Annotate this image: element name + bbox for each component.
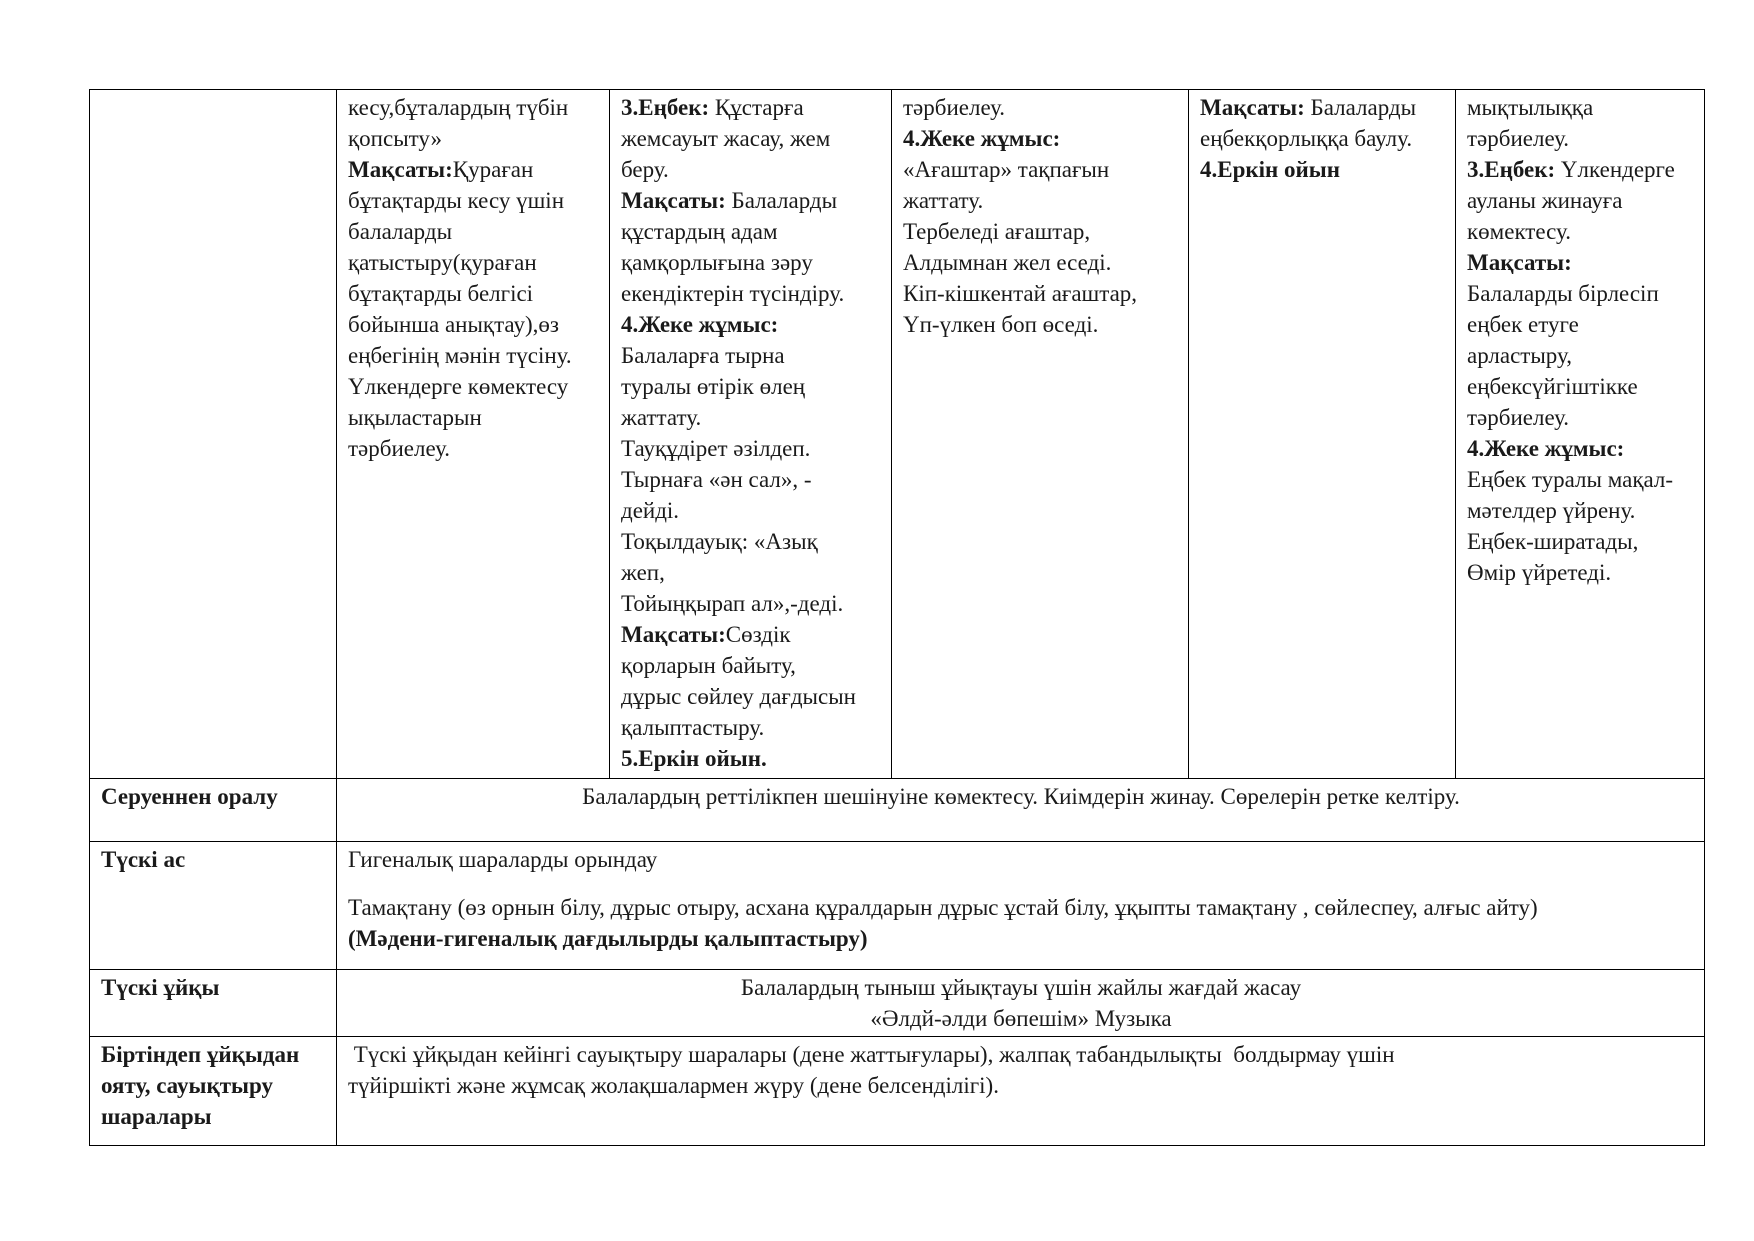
- line-text: көмектесу.: [1467, 219, 1571, 244]
- line-text: бұтақтарды кесу үшін: [348, 188, 565, 213]
- cell-line: [1467, 557, 1694, 588]
- line-text: Өмір үйретеді.: [1467, 560, 1612, 585]
- cell-line: [348, 371, 599, 402]
- line-text: ауланы жинауға: [1467, 188, 1623, 213]
- line-text: Сөздік: [725, 622, 791, 647]
- bold-heading: 4.Жеке жұмыс:: [621, 312, 779, 337]
- row-label: Түскі ұйқы: [90, 970, 337, 1037]
- bold-heading: 3.Еңбек:: [621, 95, 710, 120]
- line-text: Тырнаға «ән сал», -: [621, 467, 812, 492]
- line-text: Тоқылдауық: «Азық: [621, 529, 818, 554]
- cell-line: [348, 216, 599, 247]
- bold-heading: 4.Жеке жұмыс:: [903, 126, 1061, 151]
- activity-cell: [337, 90, 610, 779]
- row-label: Серуеннен оралу: [90, 779, 337, 842]
- cell-line: [1467, 402, 1694, 433]
- cell-line: [348, 92, 599, 123]
- cell-line: [621, 278, 881, 309]
- cell-line: [903, 247, 1178, 278]
- cell-line: [621, 495, 881, 526]
- cell-line: [621, 650, 881, 681]
- cell-line: [1467, 123, 1694, 154]
- line-text: жаттату.: [621, 405, 702, 430]
- cell-line: [621, 92, 881, 123]
- row-content: [337, 970, 1705, 1037]
- line-text: дейді.: [621, 498, 680, 523]
- cell-line: [621, 247, 881, 278]
- lunch-goal-text: (Мәдени-гигеналық дағдылырды қалыптастыру): [348, 926, 868, 951]
- line-text: қамқорлығына зәру: [621, 250, 813, 275]
- cell-line: [1467, 154, 1694, 185]
- line-text: қатыстыру(қураған: [348, 250, 537, 275]
- lunch-row: [90, 842, 1705, 970]
- row-content: [337, 842, 1705, 970]
- cell-line: [621, 309, 881, 340]
- line-text: ықыластарын: [348, 405, 482, 430]
- cell-line: [903, 92, 1178, 123]
- line-text: туралы өтірік өлең: [621, 374, 806, 399]
- line-text: тәрбиелеу.: [903, 95, 1006, 120]
- line-text: балаларды: [348, 219, 453, 244]
- row-label-line: шаралары: [101, 1104, 212, 1129]
- cell-line: [1467, 92, 1694, 123]
- line-text: Тербеледі ағаштар,: [903, 219, 1091, 244]
- line-text: Қураған: [452, 157, 534, 182]
- line-text: қалыптастыру.: [621, 715, 765, 740]
- cell-line: [1467, 433, 1694, 464]
- wake-up-text: Түскі ұйқыдан кейінгі сауықтыру шаралары (дене жаттығулары), жалпақ табандылықты болдырмау үшін: [348, 1042, 1395, 1067]
- cell-line: [1467, 464, 1694, 495]
- line-text: екендіктерін түсіндіру.: [621, 281, 845, 306]
- line-text: бұтақтарды белгісі: [348, 281, 534, 306]
- cell-line: [903, 154, 1178, 185]
- cell-line: [1467, 309, 1694, 340]
- activity-cell: [1456, 90, 1705, 779]
- activity-cell: [610, 90, 892, 779]
- line-text: қопсыту»: [348, 126, 442, 151]
- cell-line: [621, 185, 881, 216]
- cell-line: [1200, 154, 1445, 185]
- cell-line: [621, 588, 881, 619]
- cell-line: [348, 340, 599, 371]
- cell-line: [621, 464, 881, 495]
- cell-line: [621, 712, 881, 743]
- lunch-hygiene-text: Гигеналық шараларды орындау: [348, 847, 658, 872]
- wake-up-row: [90, 1037, 1705, 1146]
- line-text: тәрбиелеу.: [1467, 126, 1570, 151]
- bold-heading: Мақсаты:: [621, 622, 726, 647]
- line-text: Үп-үлкен боп өседі.: [903, 312, 1099, 337]
- cell-line: [1467, 340, 1694, 371]
- nap-music-text: «Әлдй-әлди бөпешім» Музыка: [870, 1006, 1172, 1031]
- line-text: «Ағаштар» тақпағын: [903, 157, 1110, 182]
- line-text: Алдымнан жел еседі.: [903, 250, 1112, 275]
- cell-line: [621, 619, 881, 650]
- cell-line: [621, 154, 881, 185]
- wake-up-text: түйіршікті және жұмсақ жолақшалармен жүру (дене белсенділігі).: [348, 1073, 999, 1098]
- line-text: Балаларды: [1304, 95, 1417, 120]
- activity-cell: [1189, 90, 1456, 779]
- line-text: Тауқұдірет әзілдеп.: [621, 436, 811, 461]
- line-text: Еңбек-ширатады,: [1467, 529, 1639, 554]
- row-label: [90, 1037, 337, 1146]
- cell-line: [348, 185, 599, 216]
- bold-heading: Мақсаты:: [1467, 250, 1572, 275]
- cell-line: [621, 402, 881, 433]
- line-text: кесу,бұталардың түбін: [348, 95, 569, 120]
- bold-heading: Мақсаты:: [621, 188, 726, 213]
- line-text: мықтылыққа: [1467, 95, 1594, 120]
- cell-line: [903, 309, 1178, 340]
- nap-row: [90, 970, 1705, 1037]
- nap-conditions-text: Балалардың тыныш ұйықтауы үшін жайлы жағдай жасау: [740, 975, 1302, 1000]
- line-text: дұрыс сөйлеу дағдысын: [621, 684, 856, 709]
- cell-line: [348, 433, 599, 464]
- row-label-cell: [90, 90, 337, 779]
- line-text: Үлкендерге: [1555, 157, 1675, 182]
- row-label-line: Біртіндеп ұйқыдан: [101, 1042, 300, 1067]
- line-text: тәрбиелеу.: [348, 436, 451, 461]
- row-label: Түскі ас: [90, 842, 337, 970]
- line-text: жеп,: [621, 560, 665, 585]
- line-text: Еңбек туралы мақал-: [1467, 467, 1674, 492]
- cell-line: [1467, 526, 1694, 557]
- activity-cell: [892, 90, 1189, 779]
- cell-line: [621, 557, 881, 588]
- cell-line: [621, 340, 881, 371]
- line-text: Тойыңқырап ал»,-деді.: [621, 591, 844, 616]
- cell-line: [621, 433, 881, 464]
- cell-line: [903, 185, 1178, 216]
- row-label-line: ояту, сауықтыру: [101, 1073, 273, 1098]
- line-text: Үлкендерге көмектесу: [348, 374, 569, 399]
- cell-line: [1467, 278, 1694, 309]
- row-content: [337, 1037, 1705, 1146]
- cell-line: [348, 154, 599, 185]
- lunch-eating-text: Тамақтану (өз орнын білу, дұрыс отыру, асхана құралдарын дұрыс ұстай білу, ұқыпты тамақтану , сөйлеспеу, алғыс айту): [348, 895, 1538, 920]
- cell-line: [621, 123, 881, 154]
- bold-heading: Мақсаты:: [348, 157, 453, 182]
- cell-line: [903, 278, 1178, 309]
- cell-line: [348, 123, 599, 154]
- line-text: Кіп-кішкентай ағаштар,: [903, 281, 1138, 306]
- line-text: еңбекқорлыққа баулу.: [1200, 126, 1413, 151]
- line-text: Балаларға тырна: [621, 343, 785, 368]
- cell-line: [1467, 371, 1694, 402]
- cell-line: [1200, 92, 1445, 123]
- daily-plan-table: [89, 89, 1705, 1146]
- return-from-walk-row: [90, 779, 1705, 842]
- line-text: еңбегінің мәнін түсіну.: [348, 343, 572, 368]
- cell-line: [621, 526, 881, 557]
- cell-line: [1467, 247, 1694, 278]
- line-text: мәтелдер үйрену.: [1467, 498, 1636, 523]
- cell-line: [903, 216, 1178, 247]
- bold-heading: 5.Еркін ойын.: [621, 746, 767, 771]
- line-text: құстардың адам: [621, 219, 778, 244]
- cell-line: [1200, 123, 1445, 154]
- line-text: тәрбиелеу.: [1467, 405, 1570, 430]
- cell-line: [348, 278, 599, 309]
- cell-line: [348, 402, 599, 433]
- bold-heading: 3.Еңбек:: [1467, 157, 1556, 182]
- line-text: еңбек етуге: [1467, 312, 1579, 337]
- line-text: беру.: [621, 157, 669, 182]
- line-text: Балаларды: [725, 188, 838, 213]
- bold-heading: Мақсаты:: [1200, 95, 1305, 120]
- row-content: Балалардың реттілікпен шешінуіне көмектесу. Киімдерін жинау. Сөрелерін ретке келтіру.: [337, 779, 1705, 842]
- cell-line: [1467, 495, 1694, 526]
- line-text: бойынша анықтау),өз: [348, 312, 559, 337]
- cell-line: [1467, 216, 1694, 247]
- cell-line: [348, 309, 599, 340]
- cell-line: [621, 743, 881, 774]
- line-text: Балаларды бірлесіп: [1467, 281, 1659, 306]
- cell-line: [348, 247, 599, 278]
- cell-line: [621, 216, 881, 247]
- cell-line: [1467, 185, 1694, 216]
- cell-line: [621, 371, 881, 402]
- cell-line: [621, 681, 881, 712]
- line-text: арластыру,: [1467, 343, 1572, 368]
- line-text: жаттату.: [903, 188, 984, 213]
- bold-heading: 4.Жеке жұмыс:: [1467, 436, 1625, 461]
- bold-heading: 4.Еркін ойын: [1200, 157, 1340, 182]
- activities-row: [90, 90, 1705, 779]
- line-text: жемсауыт жасау, жем: [621, 126, 831, 151]
- line-text: қорларын байыту,: [621, 653, 796, 678]
- line-text: Құстарға: [709, 95, 804, 120]
- line-text: еңбексүйгіштікке: [1467, 374, 1638, 399]
- cell-line: [903, 123, 1178, 154]
